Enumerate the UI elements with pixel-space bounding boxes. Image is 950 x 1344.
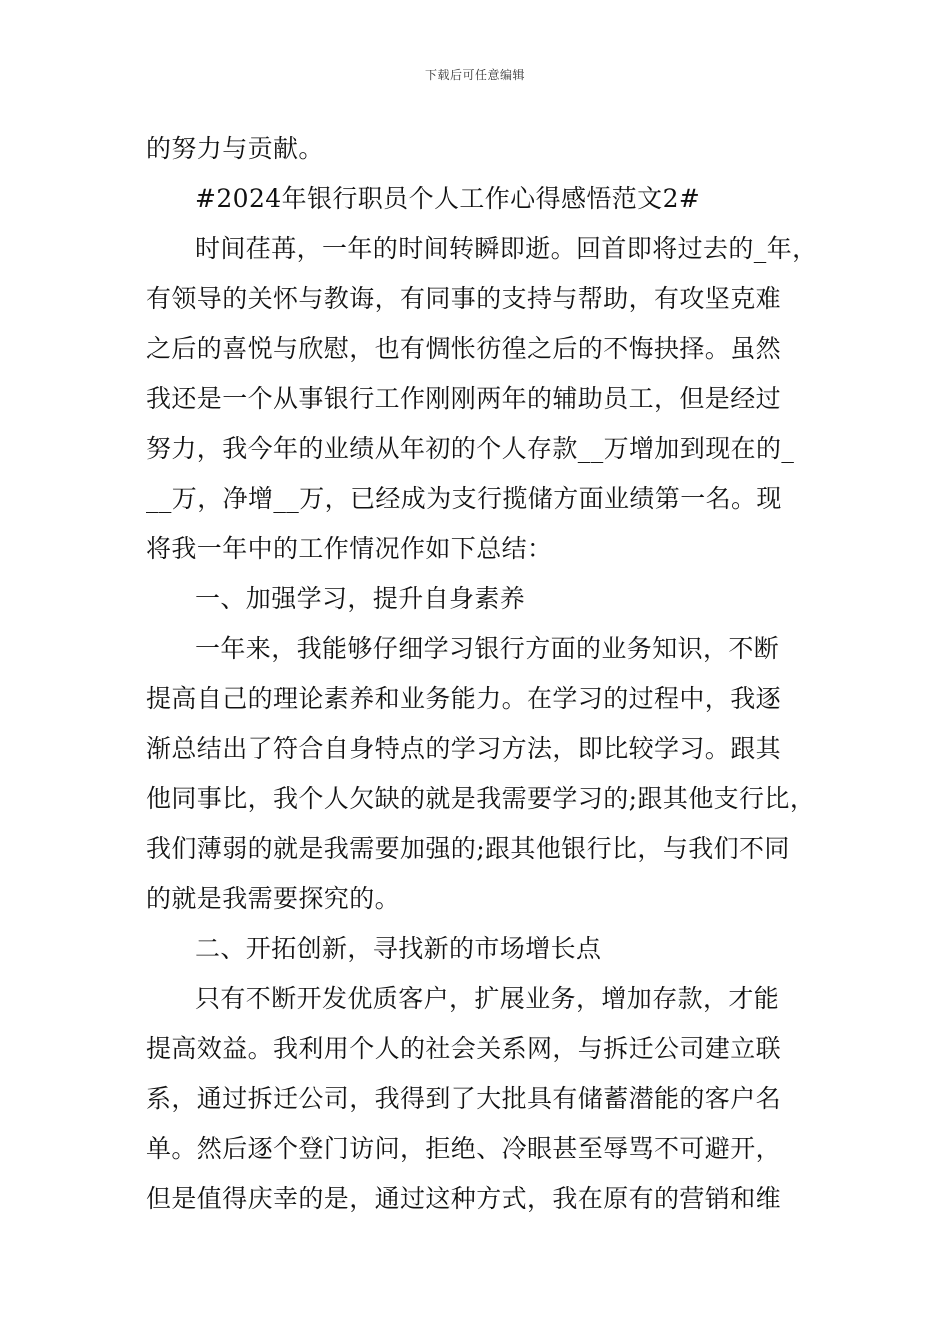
text-line: 只有不断开发优质客户，扩展业务，增加存款，才能 bbox=[195, 984, 780, 1013]
text-line: 将我一年中的工作情况作如下总结： bbox=[146, 534, 553, 563]
text-line: 渐总结出了符合自身特点的学习方法，即比较学习。跟其 bbox=[146, 734, 782, 763]
text-line: 他同事比，我个人欠缺的就是我需要学习的;跟其他支行比， bbox=[146, 784, 816, 813]
text-line: 努力，我今年的业绩从年初的个人存款__万增加到现在的_ bbox=[146, 434, 795, 463]
text-line: 一年来，我能够仔细学习银行方面的业务知识，不断 bbox=[195, 634, 780, 663]
text-line: 提高效益。我利用个人的社会关系网，与拆迁公司建立联 bbox=[146, 1034, 782, 1063]
text-line: 系，通过拆迁公司，我得到了大批具有储蓄潜能的客户名 bbox=[146, 1084, 782, 1113]
section-title: #2024年银行职员个人工作心得感悟范文2# bbox=[195, 184, 701, 213]
text-line: 有领导的关怀与教诲，有同事的支持与帮助，有攻坚克难 bbox=[146, 284, 782, 313]
text-line: 我们薄弱的就是我需要加强的;跟其他银行比，与我们不同 bbox=[146, 834, 790, 863]
page-header: 下载后可任意编辑 bbox=[424, 68, 525, 82]
text-line: 的就是我需要探究的。 bbox=[146, 884, 401, 913]
section-heading: 二、开拓创新，寻找新的市场增长点 bbox=[195, 934, 602, 963]
text-line: 提高自己的理论素养和业务能力。在学习的过程中，我逐 bbox=[146, 684, 782, 713]
text-line: 的努力与贡献。 bbox=[146, 134, 324, 163]
section-heading: 一、加强学习，提升自身素养 bbox=[195, 584, 526, 613]
text-line: 之后的喜悦与欣慰，也有惆怅彷徨之后的不悔抉择。虽然 bbox=[146, 334, 782, 363]
text-line: 时间荏苒，一年的时间转瞬即逝。回首即将过去的_年， bbox=[195, 234, 818, 263]
text-line: __万，净增__万，已经成为支行揽储方面业绩第一名。现 bbox=[146, 484, 782, 513]
text-line: 单。然后逐个登门访问，拒绝、冷眼甚至辱骂不可避开， bbox=[146, 1134, 782, 1163]
text-line: 我还是一个从事银行工作刚刚两年的辅助员工，但是经过 bbox=[146, 384, 782, 413]
text-line: 但是值得庆幸的是，通过这种方式，我在原有的营销和维 bbox=[146, 1184, 782, 1213]
